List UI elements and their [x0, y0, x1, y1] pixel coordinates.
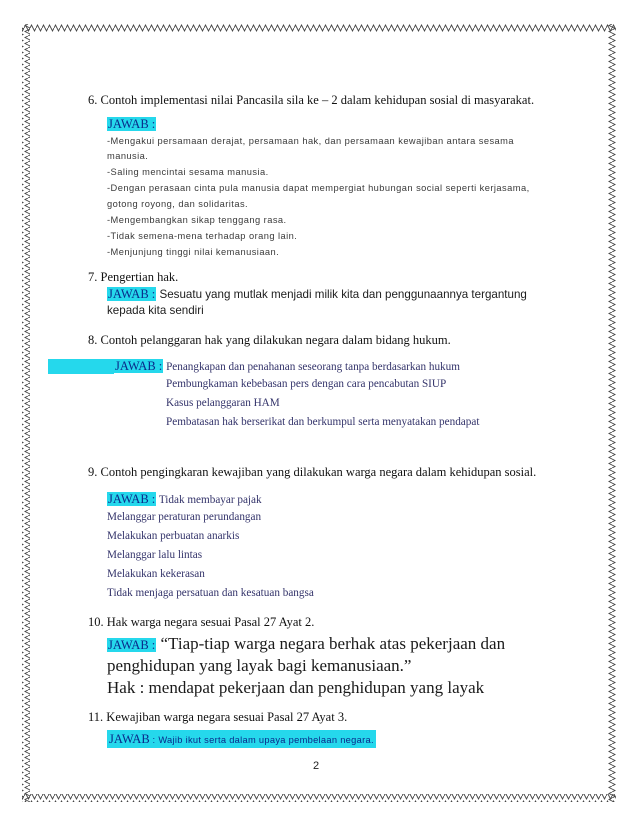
- answer-11-line: [107, 730, 376, 748]
- answer-6-label: [107, 117, 156, 132]
- jawab-highlight: JAWAB :: [108, 117, 156, 131]
- answer-8-line: Pembatasan hak berserikat dan berkumpul serta menyatakan pendapat: [166, 416, 480, 428]
- answer-7-line-1: [107, 287, 527, 302]
- answer-6-line: gotong royong, dan solidaritas.: [107, 199, 249, 209]
- answer-6-line: -Menjunjung tinggi nilai kemanusiaan.: [107, 247, 280, 257]
- answer-6-line: -Dengan perasaan cinta pula manusia dapat mempergiat hubungan social seperti kerjasama,: [107, 183, 530, 193]
- answer-10-line-3: Hak : mendapat pekerjaan dan penghidupan yang layak: [107, 678, 485, 697]
- answer-9-line: Melakukan perbuatan anarkis: [107, 530, 240, 542]
- answer-9-line: Melanggar peraturan perundangan: [107, 511, 262, 523]
- jawab-label: JAWAB: [109, 732, 150, 746]
- jawab-highlight: JAWAB :: [108, 492, 156, 506]
- question-9: 9. Contoh pengingkaran kewajiban yang dilakukan warga negara dalam kehidupan sosial.: [88, 465, 537, 479]
- answer-10-line-1: [107, 634, 505, 654]
- question-8: 8. Contoh pelanggaran hak yang dilakukan negara dalam bidang hukum.: [88, 333, 451, 347]
- answer-6-line: manusia.: [107, 151, 149, 161]
- answer-7-line-2: kepada kita sendiri: [107, 304, 204, 317]
- answer-9-line: Tidak menjaga persatuan dan kesatuan bangsa: [107, 587, 314, 599]
- answer-8-line: Kasus pelanggaran HAM: [166, 397, 280, 409]
- jawab-highlight: JAWAB :: [115, 359, 163, 373]
- question-6: 6. Contoh implementasi nilai Pancasila sila ke – 2 dalam kehidupan sosial di masyarakat.: [88, 93, 535, 107]
- answer-9-text: Tidak membayar pajak: [156, 494, 262, 506]
- answer-9-line: Melakukan kekerasan: [107, 568, 205, 580]
- answer-6-line: -Tidak semena-mena terhadap orang lain.: [107, 231, 298, 241]
- question-10: 10. Hak warga negara sesuai Pasal 27 Ayat 2.: [88, 615, 315, 629]
- question-11: 11. Kewajiban warga negara sesuai Pasal 27 Ayat 3.: [88, 710, 348, 724]
- answer-6-line: -Mengembangkan sikap tenggang rasa.: [107, 215, 287, 225]
- jawab-highlight: JAWAB :: [108, 287, 156, 301]
- answer-10-text: “Tiap-tiap warga negara berhak atas pekerjaan dan: [156, 634, 506, 653]
- answer-9-line: Melanggar lalu lintas: [107, 549, 203, 561]
- question-7: 7. Pengertian hak.: [88, 270, 179, 284]
- jawab-highlight: JAWAB :: [108, 638, 156, 652]
- answer-9-line-1: [107, 492, 262, 507]
- answer-8-line: Pembungkaman kebebasan pers dengan cara pencabutan SIUP: [166, 378, 447, 390]
- answer-6-line: -Mengakui persamaan derajat, persamaan hak, dan persamaan kewajiban antara sesama: [107, 136, 514, 146]
- answer-7-text: Sesuatu yang mutlak menjadi milik kita dan penggunaannya tergantung: [156, 288, 527, 301]
- highlight-strip: [48, 359, 114, 374]
- answer-8-line-1: [114, 359, 460, 374]
- answer-10-line-2: penghidupan yang layak bagi kemanusiaan.”: [107, 656, 412, 675]
- answer-8-text: Penangkapan dan penahanan seseorang tanpa berdasarkan hukum: [163, 361, 460, 373]
- answer-6-line: -Saling mencintai sesama manusia.: [107, 167, 269, 177]
- answer-11-text: : Wajib ikut serta dalam upaya pembelaan negara.: [149, 735, 374, 745]
- page-number: 2: [313, 760, 320, 772]
